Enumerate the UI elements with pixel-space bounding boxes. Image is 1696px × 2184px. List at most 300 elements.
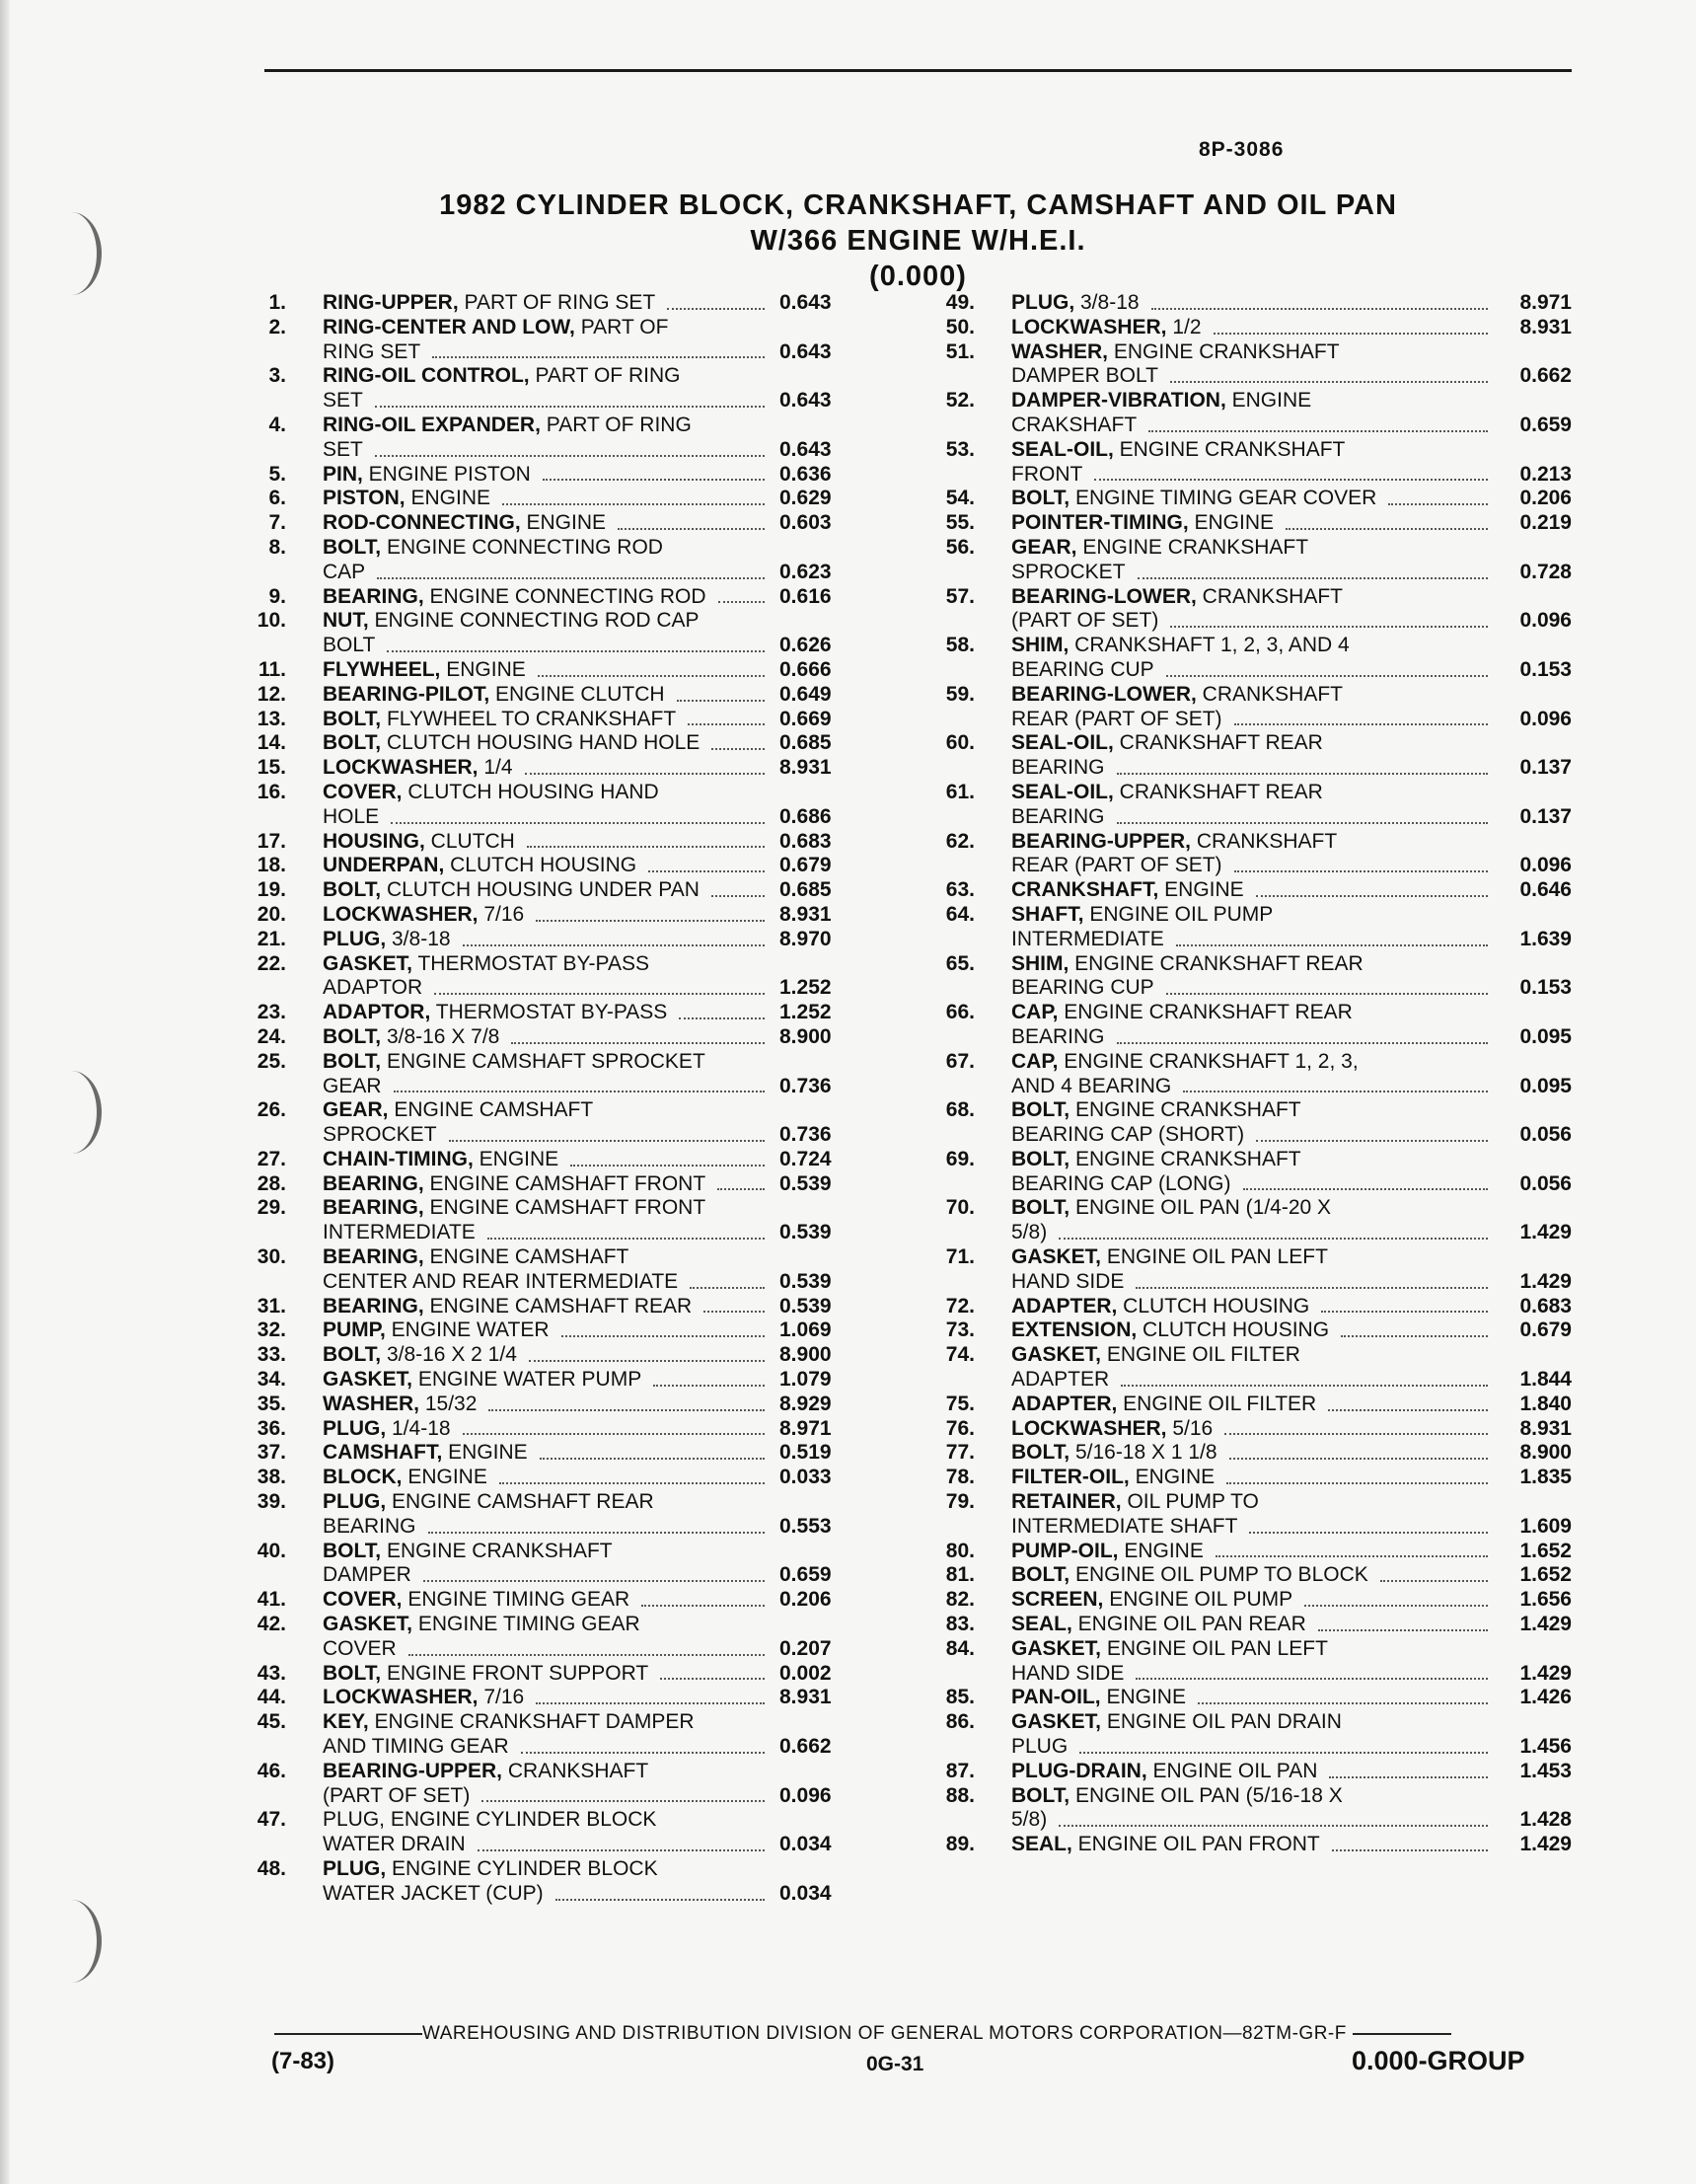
part-name: POINTER-TIMING, xyxy=(1011,511,1189,535)
group-number: 0.728 xyxy=(1519,560,1572,583)
group-number: 0.095 xyxy=(1519,1074,1572,1097)
group-number: 1.429 xyxy=(1519,1661,1572,1685)
part-name: COVER, xyxy=(323,1588,403,1612)
part-name: PLUG-DRAIN, xyxy=(1011,1759,1147,1782)
part-name: PLUG, xyxy=(323,1416,387,1440)
part-description xyxy=(323,756,513,781)
part-entry-continuation xyxy=(935,1075,1572,1099)
item-number: 86. xyxy=(945,1710,975,1734)
part-entry-continuation xyxy=(935,1270,1572,1295)
group-number: 0.519 xyxy=(779,1441,832,1465)
part-entry xyxy=(935,1196,1572,1221)
dot-leader xyxy=(375,406,765,408)
item-number: 52. xyxy=(945,389,975,413)
dot-leader xyxy=(536,1702,765,1704)
dot-leader xyxy=(481,1800,765,1802)
part-detail: 1/4-18 xyxy=(386,1416,451,1440)
part-entry xyxy=(935,1393,1572,1417)
part-detail: BEARING xyxy=(1011,756,1105,780)
part-description xyxy=(1011,1735,1068,1760)
part-detail: ENGINE WATER xyxy=(385,1318,550,1342)
part-detail: AND TIMING GEAR xyxy=(323,1735,509,1759)
group-number: 0.034 xyxy=(779,1881,832,1905)
dot-leader xyxy=(1121,1385,1488,1387)
part-detail: ENGINE CRANKSHAFT DAMPER xyxy=(368,1710,695,1734)
footer-dash-left xyxy=(274,2033,422,2035)
part-detail: ENGINE CAMSHAFT REAR xyxy=(386,1490,654,1514)
part-entry xyxy=(247,1318,888,1343)
part-detail: ENGINE TIMING GEAR xyxy=(412,1613,640,1636)
part-detail: ENGINE OIL PAN REAR xyxy=(1071,1613,1306,1636)
part-detail: ENGINE CONNECTING ROD xyxy=(381,535,663,559)
dot-leader xyxy=(1332,1849,1488,1851)
dot-leader xyxy=(1170,381,1488,383)
part-description xyxy=(1011,928,1164,952)
part-detail: CENTER AND REAR INTERMEDIATE xyxy=(323,1269,679,1293)
part-detail: 7/16 xyxy=(478,1686,525,1709)
part-detail: CRANKSHAFT xyxy=(502,1759,649,1782)
part-detail: ENGINE OIL PUMP xyxy=(1103,1588,1293,1612)
part-description xyxy=(1011,878,1244,903)
part-name: GASKET, xyxy=(1011,1245,1102,1269)
page-edge-shadow xyxy=(0,0,10,2184)
dot-leader xyxy=(703,1311,765,1313)
group-number: 0.056 xyxy=(1519,1171,1572,1195)
part-entry-continuation xyxy=(247,1075,888,1099)
group-number: 0.096 xyxy=(779,1783,832,1807)
part-entry-continuation xyxy=(935,1662,1572,1687)
group-number: 0.683 xyxy=(779,829,832,853)
part-description xyxy=(323,536,663,561)
part-description xyxy=(323,609,700,634)
part-detail: PLUG, ENGINE CYLINDER BLOCK xyxy=(323,1808,657,1832)
part-description xyxy=(1011,1466,1215,1490)
group-number: 0.662 xyxy=(779,1735,832,1759)
part-description xyxy=(323,1588,629,1613)
group-number: 0.034 xyxy=(779,1833,832,1856)
part-name: PIN, xyxy=(323,462,363,486)
group-number: 0.137 xyxy=(1519,756,1572,780)
part-entry xyxy=(935,1295,1572,1319)
part-detail: ENGINE xyxy=(442,1441,528,1465)
dot-leader xyxy=(1328,1409,1488,1411)
part-detail: ENGINE xyxy=(440,657,526,681)
item-number: 37. xyxy=(257,1441,286,1465)
part-detail: ENGINE CLUTCH xyxy=(489,682,665,706)
part-description xyxy=(1011,511,1274,536)
part-detail: CRANKSHAFT 1, 2, 3, AND 4 xyxy=(1069,634,1350,657)
part-detail: BEARING CAP (LONG) xyxy=(1011,1171,1231,1195)
item-number: 22. xyxy=(257,951,286,975)
part-detail: CRANKSHAFT xyxy=(1191,829,1338,853)
group-number: 0.539 xyxy=(779,1221,832,1244)
part-name: SEAL, xyxy=(1011,1833,1072,1856)
item-number: 70. xyxy=(945,1196,975,1220)
part-detail: 5/16 xyxy=(1166,1416,1214,1440)
part-entry xyxy=(935,1760,1572,1784)
dot-leader xyxy=(1138,577,1488,579)
part-entry xyxy=(247,1613,888,1637)
item-number: 53. xyxy=(945,437,975,461)
part-name: RETAINER, xyxy=(1011,1490,1122,1514)
part-entry xyxy=(247,291,888,316)
dot-leader xyxy=(1216,1555,1488,1557)
part-description xyxy=(1011,585,1343,610)
part-entry xyxy=(247,1172,888,1197)
part-description xyxy=(323,1221,476,1245)
part-detail: ENGINE xyxy=(402,1466,487,1489)
item-number: 57. xyxy=(945,584,975,608)
part-name: CRANKSHAFT, xyxy=(1011,878,1159,902)
part-entry xyxy=(247,316,888,340)
part-description xyxy=(1011,854,1222,878)
part-name: EXTENSION, xyxy=(1011,1318,1138,1342)
part-description xyxy=(1011,1368,1109,1393)
part-detail: ENGINE xyxy=(520,511,607,535)
part-description xyxy=(1011,1833,1320,1857)
part-entry-continuation xyxy=(935,1025,1572,1050)
dot-leader xyxy=(688,723,765,725)
part-description xyxy=(323,1098,593,1123)
part-entry xyxy=(247,463,888,488)
group-number: 1.652 xyxy=(1519,1539,1572,1562)
group-number: 1.656 xyxy=(1519,1588,1572,1612)
part-name: PLUG, xyxy=(323,1857,387,1880)
part-name: SEAL-OIL, xyxy=(1011,731,1114,755)
part-description xyxy=(323,1343,517,1368)
item-number: 59. xyxy=(945,682,975,706)
part-detail: ENGINE TIMING GEAR COVER xyxy=(1069,487,1377,510)
part-entry xyxy=(935,438,1572,463)
dot-leader xyxy=(449,1140,765,1142)
part-description xyxy=(1011,1417,1213,1442)
part-entry xyxy=(247,1588,888,1613)
dot-leader xyxy=(487,1238,765,1240)
part-entry xyxy=(247,487,888,511)
part-description xyxy=(323,1613,640,1637)
part-description xyxy=(1011,1613,1306,1637)
part-detail: ENGINE FRONT SUPPORT xyxy=(381,1661,649,1685)
part-detail: BEARING CAP (SHORT) xyxy=(1011,1123,1245,1147)
part-description xyxy=(1011,1318,1329,1343)
part-detail: AND 4 BEARING xyxy=(1011,1074,1172,1097)
part-description xyxy=(323,1196,705,1221)
dot-leader xyxy=(653,1385,765,1387)
part-description xyxy=(1011,683,1343,708)
part-detail: CLUTCH HOUSING HAND HOLE xyxy=(381,731,701,755)
part-name: BLOCK, xyxy=(323,1466,403,1489)
part-description xyxy=(1011,1393,1316,1417)
part-name: LOCKWASHER, xyxy=(323,902,479,926)
part-name: HOUSING, xyxy=(323,829,425,853)
part-detail: ENGINE OIL FILTER xyxy=(1117,1392,1317,1415)
group-number: 0.616 xyxy=(779,584,832,608)
item-number: 83. xyxy=(945,1613,975,1636)
part-entry xyxy=(247,903,888,928)
dot-leader xyxy=(408,1654,765,1656)
part-entry xyxy=(247,1686,888,1710)
group-number: 0.629 xyxy=(779,487,832,510)
item-number: 19. xyxy=(257,878,286,902)
group-number: 0.679 xyxy=(1519,1318,1572,1342)
part-entry xyxy=(247,683,888,708)
part-name: WASHER, xyxy=(1011,339,1109,363)
part-detail: ENGINE CRANKSHAFT xyxy=(1069,1098,1301,1122)
item-number: 49. xyxy=(945,291,975,314)
part-name: PAN-OIL, xyxy=(1011,1686,1101,1709)
part-detail: ENGINE CRANKSHAFT REAR xyxy=(1058,1001,1353,1024)
part-entry-continuation xyxy=(247,1515,888,1540)
dot-leader xyxy=(690,1287,765,1289)
part-detail: (PART OF SET) xyxy=(1011,609,1159,633)
part-entry xyxy=(935,781,1572,805)
part-entry-continuation xyxy=(935,463,1572,488)
part-description xyxy=(1011,1637,1328,1662)
group-number: 0.002 xyxy=(779,1661,832,1685)
part-entry xyxy=(247,952,888,977)
part-entry xyxy=(247,1295,888,1319)
part-detail: ENGINE xyxy=(1225,389,1312,413)
part-description xyxy=(323,1050,705,1075)
group-number: 0.033 xyxy=(779,1466,832,1489)
part-description xyxy=(1011,1441,1217,1466)
part-entry-continuation xyxy=(935,708,1572,732)
part-name: BOLT, xyxy=(1011,1563,1070,1587)
item-number: 60. xyxy=(945,731,975,755)
part-description xyxy=(1011,1075,1171,1099)
part-name: BOLT, xyxy=(323,535,382,559)
dot-leader xyxy=(1249,1532,1488,1534)
part-description xyxy=(1011,952,1364,977)
part-entry xyxy=(935,634,1572,658)
part-description xyxy=(1011,1343,1300,1368)
part-detail: INTERMEDIATE xyxy=(323,1221,476,1244)
part-description xyxy=(1011,561,1126,585)
group-number: 0.539 xyxy=(779,1269,832,1293)
item-number: 28. xyxy=(257,1171,286,1195)
part-detail: ENGINE OIL PAN (5/16-18 X xyxy=(1069,1783,1343,1807)
part-entry xyxy=(247,1662,888,1687)
part-name: LOCKWASHER, xyxy=(1011,1416,1167,1440)
part-entry xyxy=(247,708,888,732)
group-number: 1.428 xyxy=(1519,1808,1572,1832)
part-description xyxy=(323,1662,648,1687)
part-name: CHAIN-TIMING, xyxy=(323,1147,474,1170)
group-number: 1.835 xyxy=(1519,1466,1572,1489)
part-name: GASKET, xyxy=(1011,1343,1102,1367)
part-detail: ENGINE xyxy=(1129,1466,1216,1489)
dot-leader xyxy=(1094,479,1488,481)
dot-leader xyxy=(1286,528,1488,530)
group-number: 8.931 xyxy=(1519,315,1572,339)
part-description xyxy=(1011,291,1140,316)
part-entry xyxy=(935,1563,1572,1588)
part-entry-continuation xyxy=(247,1123,888,1148)
part-description xyxy=(323,1784,470,1809)
part-name: SHIM, xyxy=(1011,634,1069,657)
dot-leader xyxy=(660,1678,765,1680)
group-number: 0.643 xyxy=(779,437,832,461)
dot-leader xyxy=(527,846,765,848)
dot-leader xyxy=(570,1165,765,1167)
footer-date: (7-83) xyxy=(271,2048,335,2074)
part-detail: 5/8) xyxy=(1011,1808,1048,1832)
part-description xyxy=(323,364,680,389)
part-detail: DAMPER BOLT xyxy=(1011,364,1158,388)
part-name: ROD-CONNECTING, xyxy=(323,511,521,535)
item-number: 69. xyxy=(945,1147,975,1170)
dot-leader xyxy=(1380,1580,1488,1582)
dot-leader xyxy=(375,455,765,457)
part-detail: ENGINE CRANKSHAFT REAR xyxy=(1069,951,1364,975)
part-description xyxy=(323,1540,613,1564)
group-number: 8.970 xyxy=(779,927,832,950)
part-description xyxy=(323,1490,654,1515)
group-number: 0.659 xyxy=(1519,413,1572,436)
part-name: GEAR, xyxy=(323,1098,389,1122)
part-entry-continuation xyxy=(247,1784,888,1809)
dot-leader xyxy=(529,1360,765,1362)
part-entry xyxy=(935,1148,1572,1172)
dot-leader xyxy=(1321,1311,1488,1313)
part-name: ADAPTER, xyxy=(1011,1294,1118,1318)
part-entry xyxy=(935,1466,1572,1490)
item-number: 10. xyxy=(257,609,286,633)
part-entry xyxy=(935,316,1572,340)
group-number: 1.453 xyxy=(1519,1759,1572,1782)
part-description xyxy=(1011,903,1273,928)
part-description xyxy=(1011,830,1337,855)
part-entry xyxy=(935,487,1572,511)
part-name: BEARING-PILOT, xyxy=(323,682,490,706)
dot-leader xyxy=(1214,333,1488,335)
part-entry xyxy=(935,1588,1572,1613)
item-number: 54. xyxy=(945,487,975,510)
group-number: 8.931 xyxy=(779,902,832,926)
item-number: 6. xyxy=(268,487,286,510)
item-number: 30. xyxy=(257,1245,286,1269)
part-description xyxy=(323,511,606,536)
part-description xyxy=(323,1563,411,1588)
part-description xyxy=(1011,1196,1331,1221)
part-detail: BOLT xyxy=(323,634,376,657)
part-name: SEAL, xyxy=(1011,1613,1072,1636)
group-number: 0.153 xyxy=(1519,657,1572,681)
item-number: 42. xyxy=(257,1613,286,1636)
part-detail: COVER xyxy=(323,1636,397,1660)
footer-division-text: WAREHOUSING AND DISTRIBUTION DIVISION OF GENERAL MOTORS CORPORATION—82TM-GR-F xyxy=(422,2023,1347,2044)
item-number: 8. xyxy=(268,535,286,559)
item-number: 58. xyxy=(945,634,975,657)
part-entry xyxy=(247,781,888,805)
part-entry-continuation xyxy=(935,609,1572,634)
part-description xyxy=(1011,1515,1237,1540)
group-number: 0.685 xyxy=(779,878,832,902)
dot-leader xyxy=(387,650,765,652)
group-number: 0.724 xyxy=(779,1147,832,1170)
dot-leader xyxy=(1234,870,1488,872)
item-number: 13. xyxy=(257,707,286,730)
dot-leader xyxy=(1117,822,1488,824)
part-entry-continuation xyxy=(247,340,888,365)
part-detail: FRONT xyxy=(1011,462,1083,486)
part-entry xyxy=(247,658,888,683)
group-number: 1.429 xyxy=(1519,1221,1572,1244)
item-number: 29. xyxy=(257,1196,286,1220)
item-number: 45. xyxy=(257,1710,286,1734)
part-detail: 3/8-16 X 7/8 xyxy=(381,1024,500,1048)
part-name: BEARING, xyxy=(323,1196,424,1220)
part-name: GASKET, xyxy=(323,951,413,975)
item-number: 47. xyxy=(257,1808,286,1832)
part-description xyxy=(1011,414,1137,438)
part-description xyxy=(1011,1760,1317,1784)
group-number: 0.539 xyxy=(779,1294,832,1318)
part-description xyxy=(1011,658,1154,683)
part-description xyxy=(1011,1148,1301,1172)
part-name: BOLT, xyxy=(323,731,382,755)
part-name: SCREEN, xyxy=(1011,1588,1104,1612)
item-number: 51. xyxy=(945,339,975,363)
part-description xyxy=(1011,1221,1047,1245)
part-description xyxy=(1011,316,1202,340)
page-title xyxy=(264,188,1572,294)
group-number: 0.649 xyxy=(779,682,832,706)
part-detail: THERMOSTAT BY-PASS xyxy=(430,1001,668,1024)
part-description xyxy=(323,976,422,1001)
part-description xyxy=(323,708,676,732)
part-detail: ENGINE xyxy=(1158,878,1244,902)
part-description xyxy=(1011,1808,1047,1833)
part-description xyxy=(1011,487,1376,511)
part-entry xyxy=(247,1760,888,1784)
item-number: 39. xyxy=(257,1490,286,1514)
part-description xyxy=(1011,1540,1204,1564)
part-description xyxy=(323,585,706,610)
group-number: 0.659 xyxy=(779,1563,832,1587)
part-description xyxy=(1011,463,1082,488)
part-description xyxy=(1011,1050,1359,1075)
item-number: 77. xyxy=(945,1441,975,1465)
part-detail: 1/2 xyxy=(1166,315,1202,339)
part-detail: INTERMEDIATE xyxy=(1011,927,1164,950)
dot-leader xyxy=(618,528,765,530)
item-number: 61. xyxy=(945,780,975,803)
part-detail: ENGINE TIMING GEAR xyxy=(402,1588,630,1612)
part-entry xyxy=(935,511,1572,536)
part-name: BEARING-UPPER, xyxy=(323,1759,503,1782)
part-description xyxy=(323,1808,656,1833)
dot-leader xyxy=(1329,1776,1488,1778)
part-entry xyxy=(935,878,1572,903)
part-name: COVER, xyxy=(323,780,403,803)
part-description xyxy=(323,1393,477,1417)
item-number: 71. xyxy=(945,1245,975,1269)
group-number: 0.686 xyxy=(779,804,832,828)
part-description xyxy=(323,878,700,903)
group-number: 8.931 xyxy=(779,756,832,780)
part-name: PISTON, xyxy=(323,487,406,510)
item-number: 40. xyxy=(257,1539,286,1562)
group-number: 1.426 xyxy=(1519,1686,1572,1709)
part-description xyxy=(323,903,524,928)
part-description xyxy=(323,1637,397,1662)
part-detail: HAND SIDE xyxy=(1011,1269,1125,1293)
part-description xyxy=(323,658,526,683)
part-entry xyxy=(247,1050,888,1075)
group-number: 0.623 xyxy=(779,560,832,583)
part-detail: BEARING xyxy=(323,1514,416,1538)
